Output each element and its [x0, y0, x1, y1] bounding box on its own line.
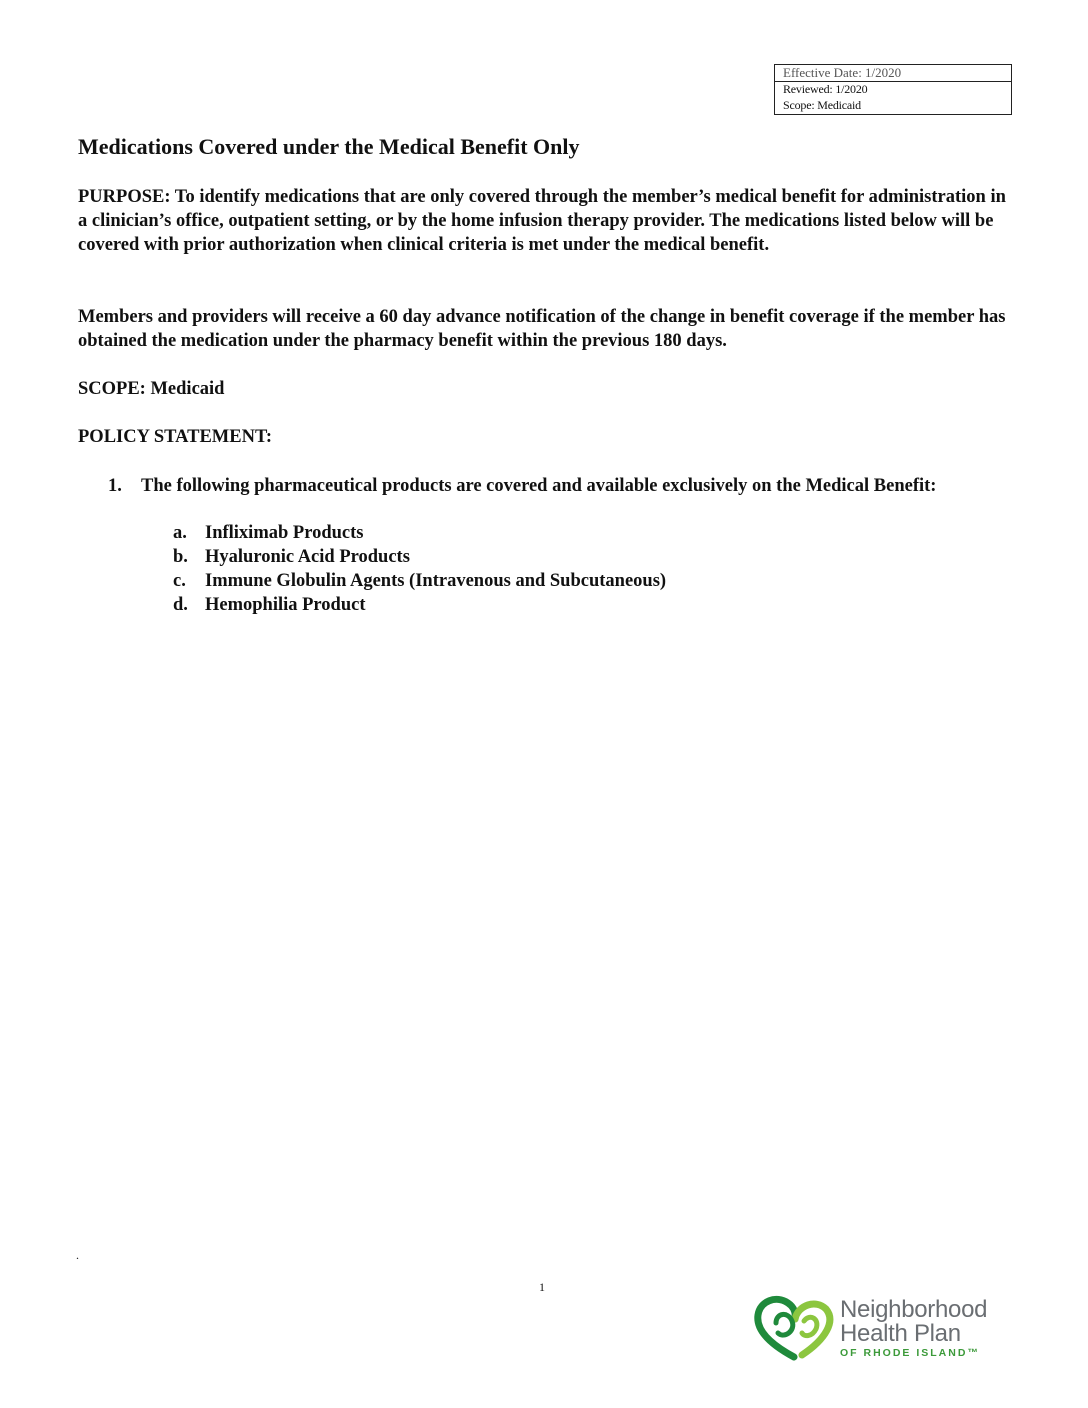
policy-heading: POLICY STATEMENT:: [78, 427, 273, 447]
sub-item-letter: d.: [173, 595, 188, 615]
effective-date-box: [774, 64, 1012, 115]
logo-line-1: Neighborhood: [840, 1296, 988, 1323]
effective-date: Effective Date: 1/2020: [775, 65, 1011, 82]
sub-item: [173, 521, 363, 545]
logo-wordmark: [840, 1298, 987, 1360]
sub-item-text: Hemophilia Product: [205, 595, 366, 615]
scope-paragraph: [78, 377, 1018, 401]
notice-paragraph: Members and providers will receive a 60 day advance notification of the change in benefit coverage if the member has obtained the medication under the pharmacy benefit within the previous 180 days.: [78, 307, 1006, 351]
purpose-label: PURPOSE:: [78, 187, 171, 207]
scope-label: SCOPE:: [78, 379, 146, 399]
purpose-text: To identify medications that are only covered through the member’s medical benefit for administration in a clinician’s office, outpatient setting, or by the home infusion therapy provider. The medications listed below will be covered with prior authorization when clinical criteria is met under the medical benefit.: [78, 187, 1006, 255]
logo-line-3: OF RHODE ISLAND™: [840, 1347, 980, 1359]
sub-item: [173, 569, 666, 593]
logo-line-2: Health Plan: [840, 1320, 961, 1347]
sub-item-letter: a.: [173, 523, 187, 543]
sub-item: [173, 545, 410, 569]
sub-item-text: Immune Globulin Agents (Intravenous and Subcutaneous): [205, 571, 667, 591]
page-number: 1: [539, 1280, 545, 1294]
footer-dot: .: [76, 1248, 79, 1262]
scope-text: Medicaid: [150, 379, 225, 399]
sub-item-letter: b.: [173, 547, 188, 567]
scope-cell: Scope: Medicaid: [783, 98, 861, 112]
purpose-paragraph: [78, 185, 1018, 257]
document-title: Medications Covered under the Medical Benefit Only: [78, 134, 580, 159]
heart-swirl-logo-icon: [754, 1293, 836, 1363]
sub-item-letter: c.: [173, 571, 186, 591]
sub-item-text: Hyaluronic Acid Products: [205, 547, 410, 567]
policy-item-number: 1.: [108, 476, 122, 496]
policy-item-text: The following pharmaceutical products are covered and available exclusively on the Medical Benefit:: [141, 476, 937, 496]
sub-item-text: Infliximab Products: [205, 523, 364, 543]
sub-item: [173, 593, 366, 617]
company-logo: [754, 1293, 1014, 1363]
reviewed-date: Reviewed: 1/2020: [783, 82, 868, 96]
policy-item: [108, 474, 988, 498]
